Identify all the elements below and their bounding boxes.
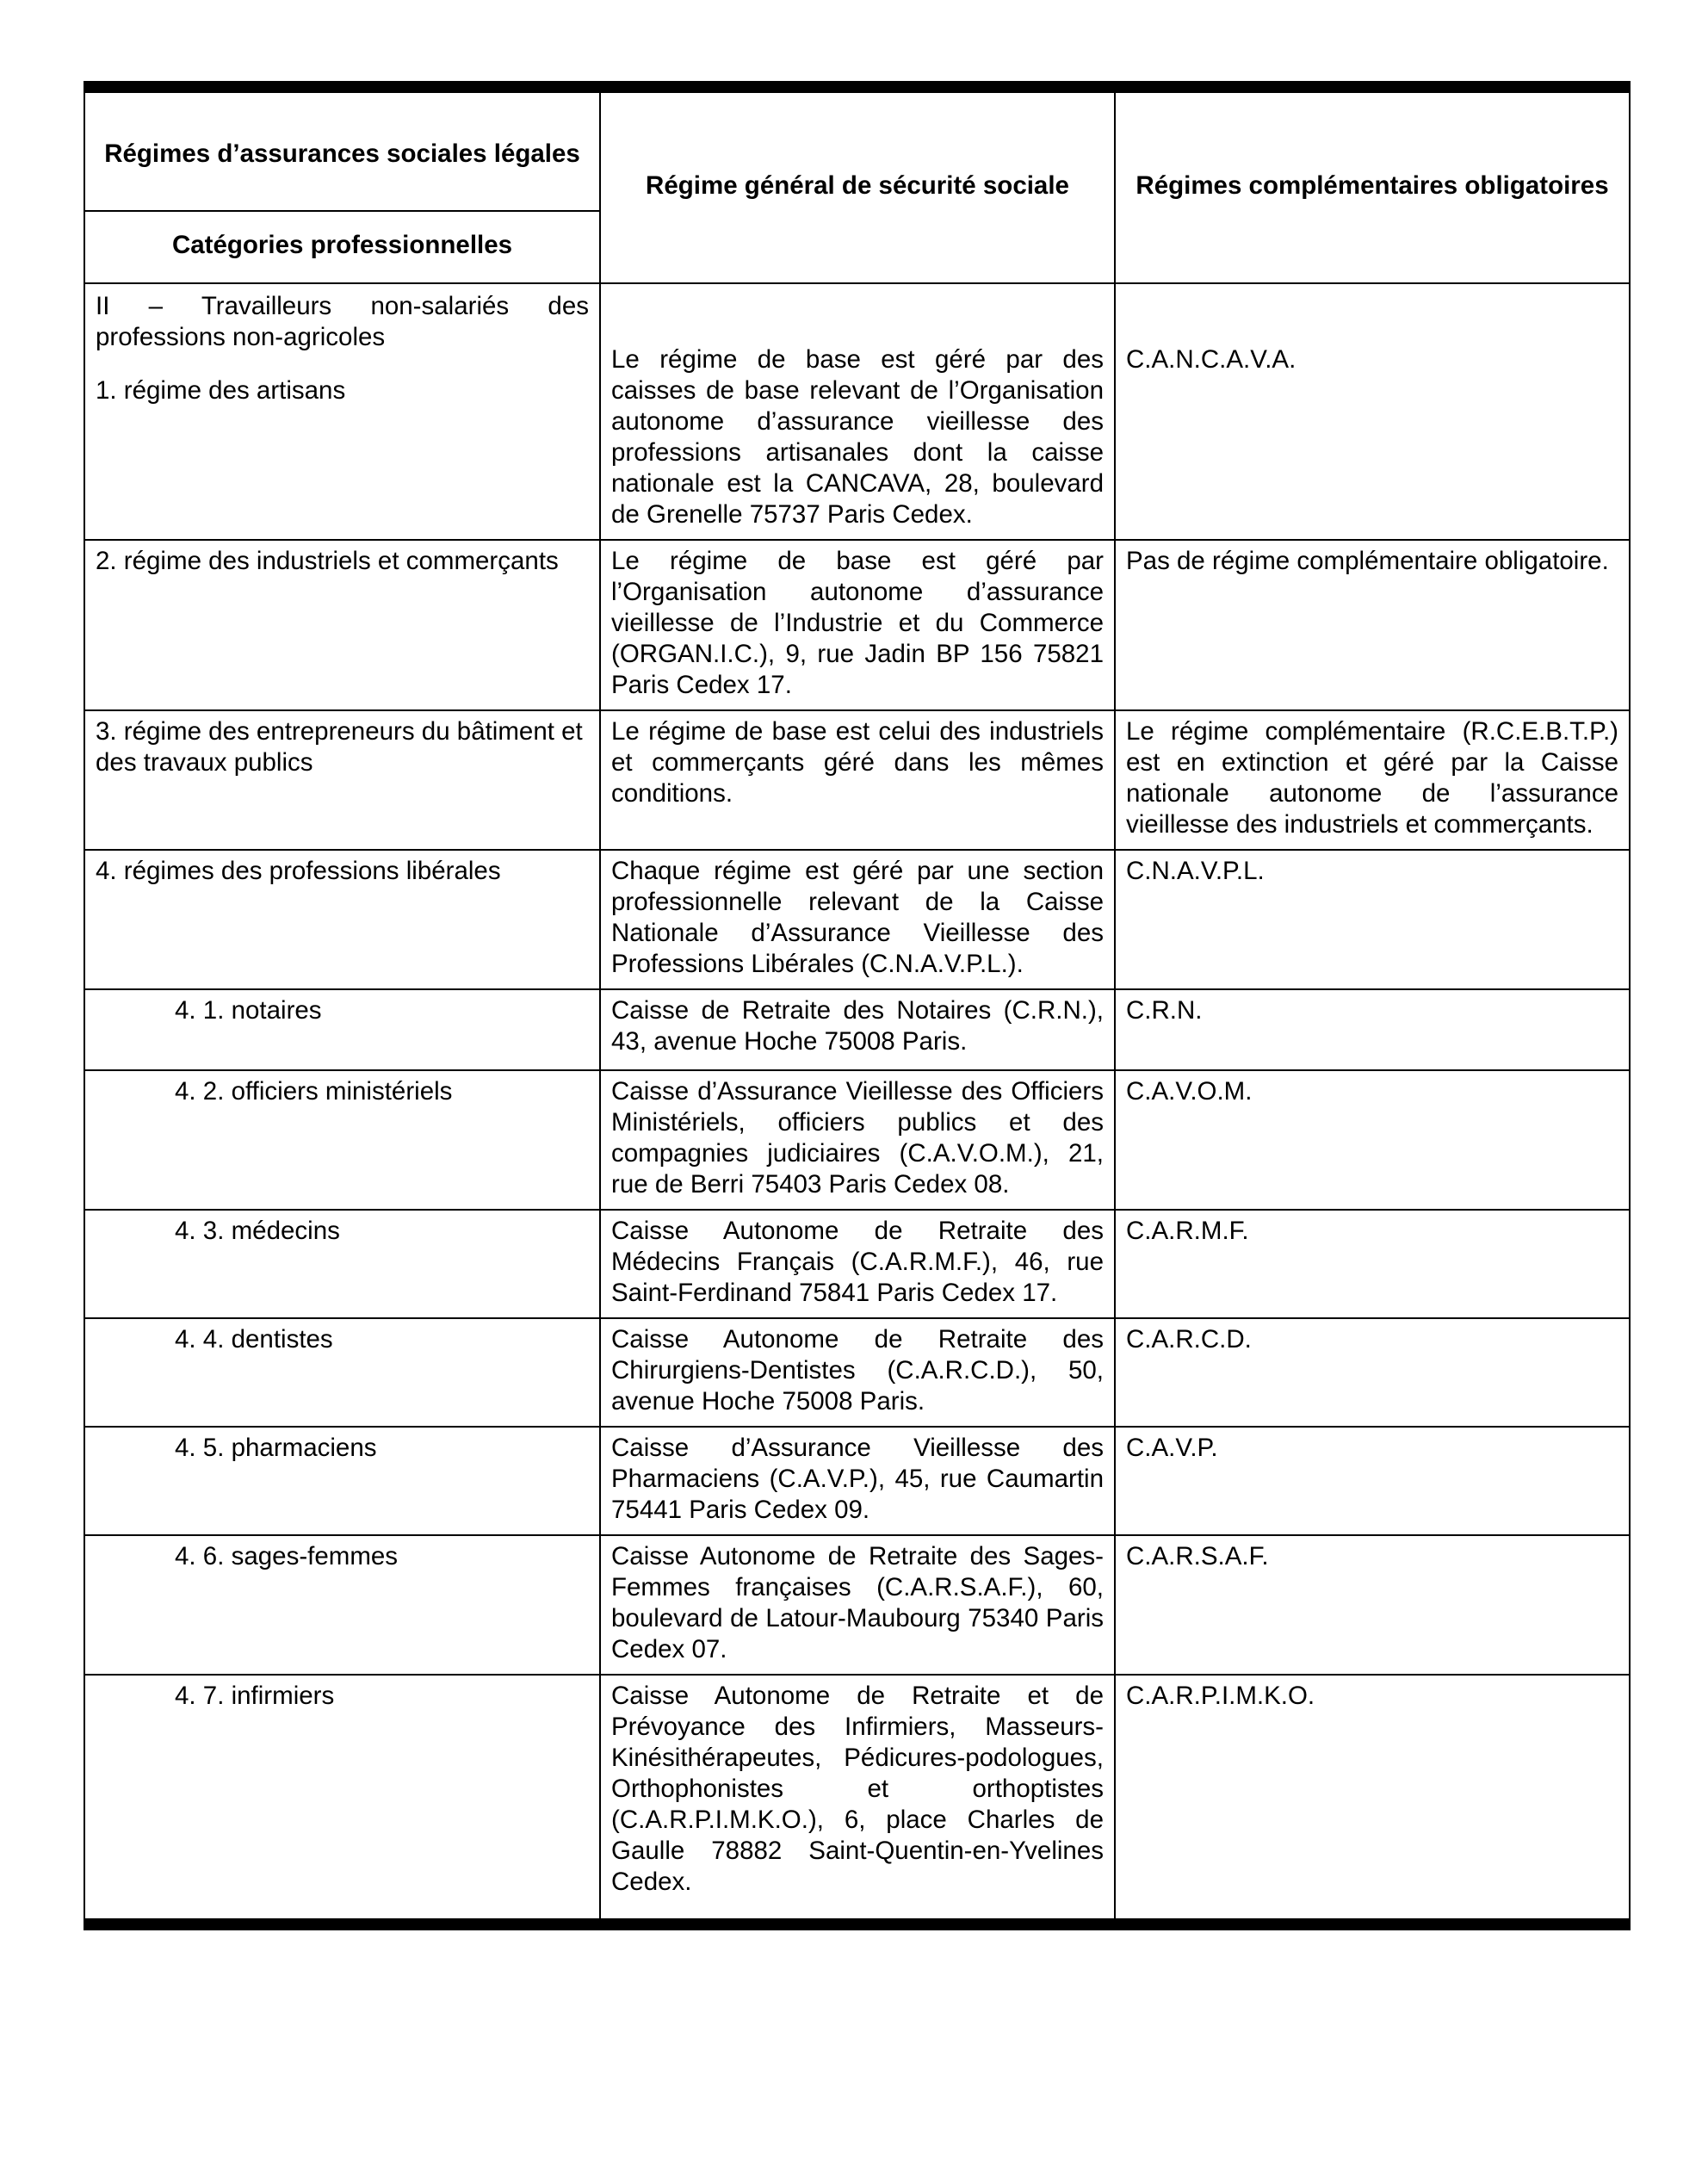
table-row — [84, 1318, 1630, 1427]
table-row — [84, 1535, 1630, 1675]
complementary-cell: C.A.V.O.M. — [1115, 1070, 1630, 1210]
general-cell: Le régime de base est géré par l’Organisation autonome d’assurance vieillesse de l’Industrie et du Commerce (ORGAN.I.C.), 9, rue Jadin BP 156 75821 Paris Cedex 17. — [600, 540, 1115, 710]
table-row — [84, 989, 1630, 1070]
complementary-cell: C.R.N. — [1115, 989, 1630, 1070]
general-cell: Caisse d’Assurance Vieillesse des Officiers Ministériels, officiers publics et des compagnies judiciaires (C.A.V.O.M.), 21, rue de Berri 75403 Paris Cedex 08. — [600, 1070, 1115, 1210]
section-title: II – Travailleurs non-salariés des professions non-agricoles — [96, 292, 589, 351]
header-categories: Catégories professionnelles — [84, 211, 600, 283]
table-row — [84, 1070, 1630, 1210]
general-cell — [600, 283, 1115, 540]
complementary-cell: C.A.R.C.D. — [1115, 1318, 1630, 1427]
header-regimes-complementaires: Régimes complémentaires obligatoires — [1115, 87, 1630, 283]
header-regime-general: Régime général de sécurité sociale — [600, 87, 1115, 283]
complementary-cell: Le régime complémentaire (R.C.E.B.T.P.) est en extinction et géré par la Caisse nationale autonome de l’assurance vieillesse des industriels et commerçants. — [1115, 710, 1630, 850]
category-cell: 2. régime des industriels et commerçants — [84, 540, 600, 710]
complementary-cell: Pas de régime complémentaire obligatoire. — [1115, 540, 1630, 710]
category-cell: 4. 3. médecins — [84, 1210, 600, 1318]
table-row — [84, 710, 1630, 850]
complementary-text: C.A.N.C.A.V.A. — [1126, 345, 1296, 374]
complementary-cell: C.A.V.P. — [1115, 1427, 1630, 1535]
category-cell: 4. 7. infirmiers — [84, 1675, 600, 1924]
category-cell: 4. 2. officiers ministériels — [84, 1070, 600, 1210]
general-text: Le régime de base est géré par des caisses de base relevant de l’Organisation autonome d’assurance vieillesse des professions artisanales dont la caisse nationale est la CANCAVA, 28, boulevard de Grenelle 75737 Paris Cedex. — [611, 345, 1104, 529]
complementary-cell: C.A.R.S.A.F. — [1115, 1535, 1630, 1675]
general-cell: Caisse de Retraite des Notaires (C.R.N.), 43, avenue Hoche 75008 Paris. — [600, 989, 1115, 1070]
category-label: 1. régime des artisans — [96, 376, 346, 405]
category-cell: 4. 5. pharmaciens — [84, 1427, 600, 1535]
complementary-cell: C.N.A.V.P.L. — [1115, 850, 1630, 989]
header-regimes-legaux: Régimes d’assurances sociales légales — [84, 87, 600, 211]
table-row — [84, 540, 1630, 710]
header-row — [84, 87, 1630, 211]
category-cell: 4. 6. sages-femmes — [84, 1535, 600, 1675]
regimes-table — [84, 81, 1631, 1930]
complementary-cell: C.A.R.P.I.M.K.O. — [1115, 1675, 1630, 1924]
category-cell: 4. 4. dentistes — [84, 1318, 600, 1427]
general-cell: Caisse Autonome de Retraite des Chirurgiens-Dentistes (C.A.R.C.D.), 50, avenue Hoche 75008 Paris. — [600, 1318, 1115, 1427]
table-row — [84, 1210, 1630, 1318]
general-cell: Caisse Autonome de Retraite des Médecins Français (C.A.R.M.F.), 46, rue Saint-Ferdinand 75841 Paris Cedex 17. — [600, 1210, 1115, 1318]
category-cell: 4. régimes des professions libérales — [84, 850, 600, 989]
general-cell: Caisse Autonome de Retraite des Sages-Femmes françaises (C.A.R.S.A.F.), 60, boulevard de Latour-Maubourg 75340 Paris Cedex 07. — [600, 1535, 1115, 1675]
general-cell: Le régime de base est celui des industriels et commerçants géré dans les mêmes conditions. — [600, 710, 1115, 850]
general-cell: Caisse Autonome de Retraite et de Prévoyance des Infirmiers, Masseurs-Kinésithérapeutes, Pédicures-podologues, Orthophonistes et orthoptistes (C.A.R.P.I.M.K.O.), 6, place Charles de Gaulle 78882 Saint-Quentin-en-Yvelines Cedex. — [600, 1675, 1115, 1924]
category-cell: 3. régime des entrepreneurs du bâtiment et des travaux publics — [84, 710, 600, 850]
table-row — [84, 1427, 1630, 1535]
table-row — [84, 283, 1630, 540]
complementary-cell: C.A.R.M.F. — [1115, 1210, 1630, 1318]
table-row — [84, 1675, 1630, 1924]
general-cell: Chaque régime est géré par une section professionnelle relevant de la Caisse Nationale d’Assurance Vieillesse des Professions Libérales (C.N.A.V.P.L.). — [600, 850, 1115, 989]
category-cell — [84, 283, 600, 540]
table-row — [84, 850, 1630, 989]
category-cell: 4. 1. notaires — [84, 989, 600, 1070]
complementary-cell — [1115, 283, 1630, 540]
general-cell: Caisse d’Assurance Vieillesse des Pharmaciens (C.A.V.P.), 45, rue Caumartin 75441 Paris Cedex 09. — [600, 1427, 1115, 1535]
